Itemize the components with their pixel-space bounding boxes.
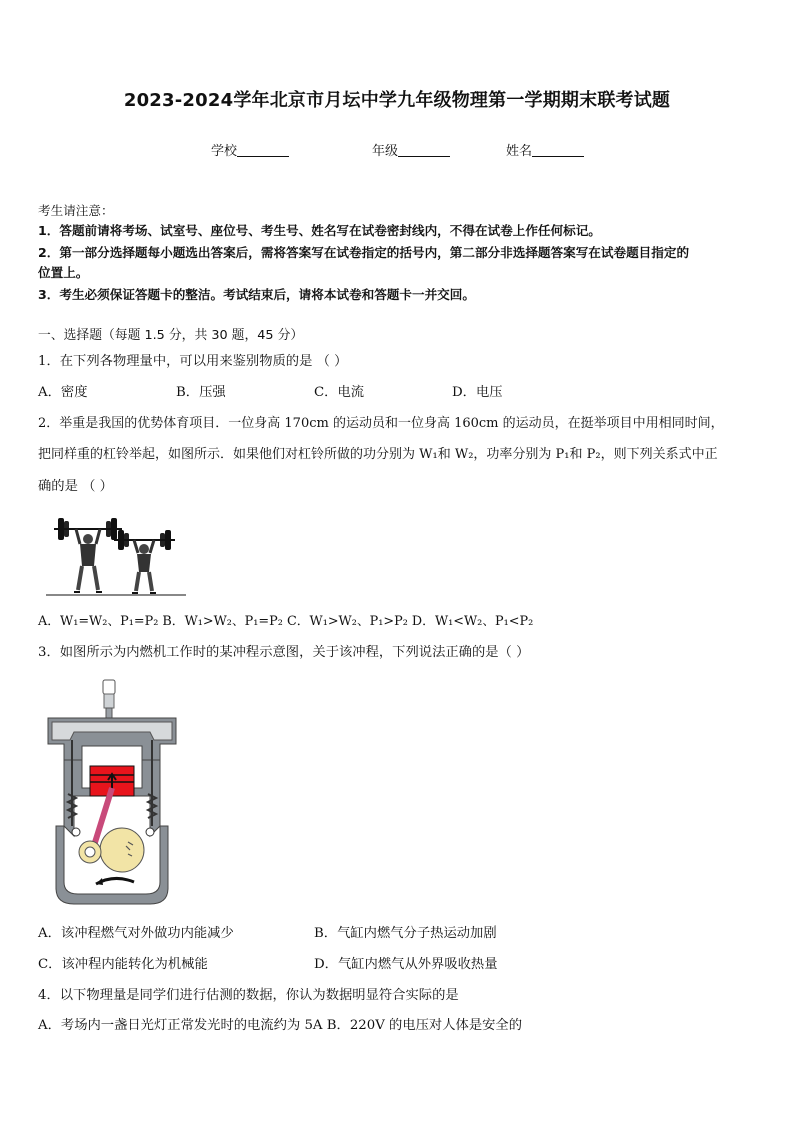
notice-item-3: 3．考生必须保证答题卡的整洁。考试结束后，请将本试卷和答题卡一并交回。 xyxy=(38,287,475,302)
notice-item-1: 1．答题前请将考场、试室号、座位号、考生号、姓名写在试卷密封线内，不得在试卷上作任何标记。 xyxy=(38,223,601,238)
notice-item-2: 2．第一部分选择题每小题选出答案后，需将答案写在试卷指定的括号内，第二部分非选择题答案写在试卷题目指定的 xyxy=(38,245,690,260)
q2-stem-line1: 2．举重是我国的优势体育项目．一位身高 170cm 的运动员和一位身高 160cm 的运动员，在挺举项目中用相同时间， xyxy=(38,416,724,431)
school-field[interactable] xyxy=(211,140,289,159)
spark-plug-icon xyxy=(103,680,115,718)
name-blank[interactable] xyxy=(532,144,584,157)
weightlifters-figure xyxy=(44,508,188,598)
q3-option-b[interactable]: B．气缸内燃气分子热运动加剧 xyxy=(314,926,497,941)
q3-option-a[interactable]: A．该冲程燃气对外做功内能减少 xyxy=(38,926,234,941)
school-blank[interactable] xyxy=(237,144,289,157)
q1-stem: 1．在下列各物理量中，可以用来鉴别物质的是 （ ） xyxy=(38,354,348,369)
q1-option-b[interactable]: B．压强 xyxy=(176,385,226,400)
q4-options[interactable]: A．考场内一盏日光灯正常发光时的电流约为 5A B．220V 的电压对人体是安全的 xyxy=(38,1018,523,1033)
q1-option-c[interactable]: C．电流 xyxy=(314,385,365,400)
engine-stroke-figure xyxy=(42,676,182,908)
name-label: 姓名 xyxy=(506,144,533,159)
q1-option-a[interactable]: A．密度 xyxy=(38,385,88,400)
q3-option-d[interactable]: D．气缸内燃气从外界吸收热量 xyxy=(314,957,498,972)
q2-options[interactable]: A．W₁=W₂、P₁=P₂ B．W₁>W₂、P₁=P₂ C．W₁>W₂、P₁>P₂ D．W₁<W₂、P₁<P₂ xyxy=(38,614,534,629)
name-field[interactable] xyxy=(506,140,584,159)
q3-option-c[interactable]: C．该冲程内能转化为机械能 xyxy=(38,957,208,972)
section-heading: 一、选择题（每题 1.5 分，共 30 题，45 分） xyxy=(38,328,304,343)
page-title: 2023-2024学年北京市月坛中学九年级物理第一学期期末联考试题 xyxy=(123,90,671,111)
q1-option-d[interactable]: D．电压 xyxy=(452,385,503,400)
lifter-short xyxy=(114,530,175,593)
q4-stem: 4．以下物理量是同学们进行估测的数据，你认为数据明显符合实际的是 xyxy=(38,988,459,1003)
grade-label: 年级 xyxy=(372,144,399,159)
school-label: 学校 xyxy=(211,144,238,159)
grade-blank[interactable] xyxy=(398,144,450,157)
q2-stem-line3: 确的是 （ ） xyxy=(38,479,113,494)
crankshaft-cam xyxy=(100,828,144,872)
notice-heading: 考生请注意： xyxy=(38,203,114,218)
q2-stem-line2: 把同样重的杠铃举起，如图所示．如果他们对杠铃所做的功分别为 W₁和 W₂，功率分别为 P₁和 P₂，则下列关系式中正 xyxy=(38,447,718,462)
notice-item-2-cont: 位置上。 xyxy=(38,265,89,280)
q3-stem: 3．如图所示为内燃机工作时的某冲程示意图，关于该冲程，下列说法正确的是（ ） xyxy=(38,645,530,660)
grade-field[interactable] xyxy=(372,140,450,159)
lifter-tall xyxy=(54,518,122,592)
